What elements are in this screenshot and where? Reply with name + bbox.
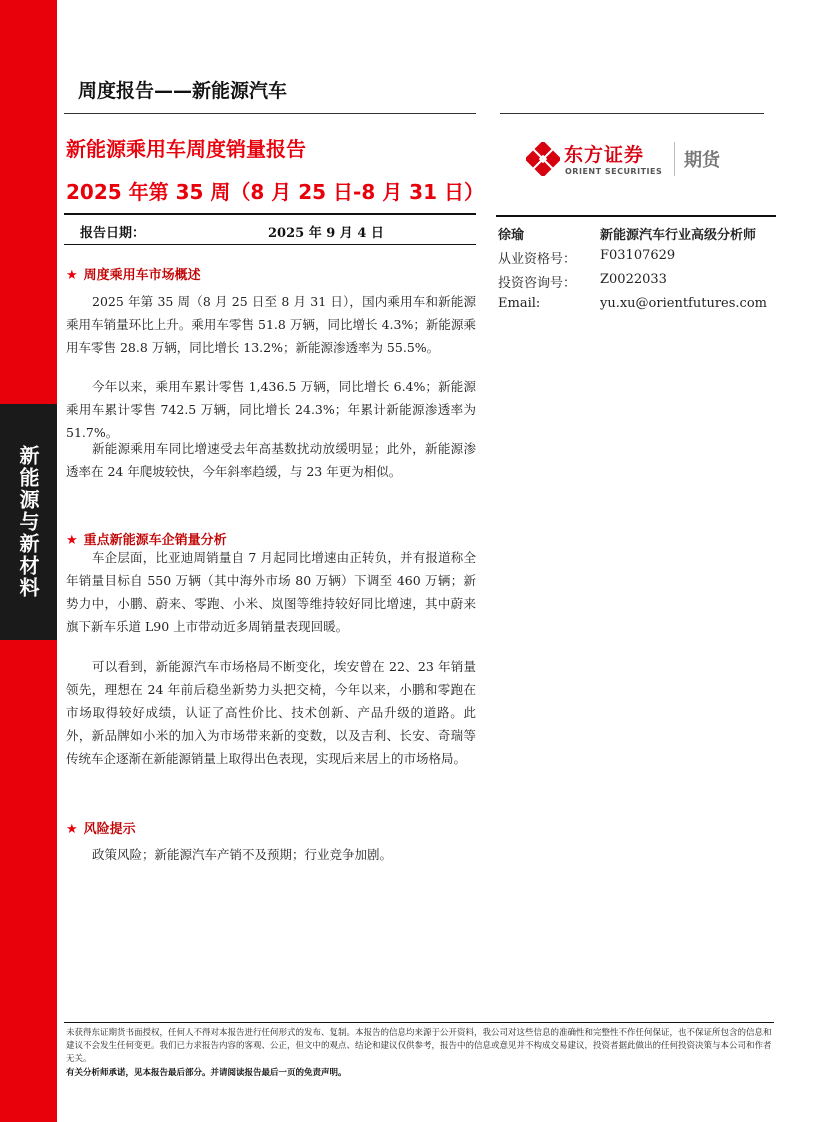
report-date-value: 2025 年 9 月 4 日 — [268, 226, 384, 241]
report-series-title: 周度报告——新能源汽车 — [78, 80, 288, 102]
analyst-title: 新能源汽车行业高级分析师 — [600, 228, 757, 243]
date-rule-bottom — [64, 244, 476, 245]
logo-sub: 期货 — [684, 150, 720, 171]
analyst-name: 徐瑜 — [498, 228, 525, 243]
logo-name: 东方证券 — [564, 144, 645, 166]
report-subtitle: 2025 年第 35 周（8 月 25 日-8 月 31 日） — [66, 180, 484, 204]
report-date-label: 报告日期： — [80, 226, 146, 241]
star-icon: ★ — [66, 533, 78, 548]
analyst-license-label: 从业资格号： — [498, 252, 577, 267]
analyst-email-value[interactable]: yu.xu@orientfutures.com — [600, 296, 767, 311]
paragraph: 车企层面，比亚迪周销量自 7 月起同比增速由正转负，并有报道称全年销量目标自 550 万辆（其中海外市场 80 万辆）下调至 460 万辆；新势力中，小鹏、蔚来、零跑、小米、岚图等维持较好同比增速，其中蔚来旗下新车乐道 L90 上市带动近多周销量表现回暖。 — [66, 550, 476, 634]
analyst-email-label: Email: — [498, 296, 541, 311]
star-icon: ★ — [66, 822, 78, 837]
disclaimer-text: 未获得东证期货书面授权，任何人不得对本报告进行任何形式的发布、复制。本报告的信息均来源于公开资料，我公司对这些信息的准确性和完整性不作任何保证，也不保证所包含的信息和建议不会发生任何变更。我们已力求报告内容的客观、公正，但文中的观点、结论和建议仅供参考，报告中的信息或意见并不构成交易建议，投资者据此做出的任何投资决策与本公司和作者无关。 — [66, 1028, 772, 1064]
sector-side-tab: 新能源与新材料 — [0, 404, 57, 640]
footer-divider — [64, 1022, 774, 1023]
analyst-consult-label: 投资咨询号： — [498, 276, 577, 291]
paragraph: 新能源乘用车同比增速受去年高基数扰动放缓明显；此外，新能源渗透率在 24 年爬坡较快，今年斜率趋缓，与 23 年更为相似。 — [66, 441, 476, 479]
analyst-rule — [496, 215, 776, 217]
analyst-commitment-note: 有关分析师承诺，见本报告最后部分。并请阅读报告最后一页的免责声明。 — [66, 1068, 347, 1078]
analyst-license-value: F03107629 — [600, 248, 676, 263]
section-heading-market-overview: ★ 周度乘用车市场概述 — [66, 268, 201, 283]
logo-separator — [674, 142, 675, 176]
paragraph: 2025 年第 35 周（8 月 25 日至 8 月 31 日），国内乘用车和新能源乘用车销量环比上升。乘用车零售 51.8 万辆，同比增长 4.3%；新能源乘用车零售 28.8 万辆，同比增长 13.2%；新能源渗透率为 55.5%。 — [66, 294, 476, 355]
paragraph: 今年以来，乘用车累计零售 1,436.5 万辆，同比增长 6.4%；新能源乘用车累计零售 742.5 万辆，同比增长 24.3%；年累计新能源渗透率为 51.7%。 — [66, 379, 476, 440]
company-logo — [524, 140, 754, 180]
paragraph: 可以看到，新能源汽车市场格局不断变化，埃安曾在 22、23 年销量领先，理想在 24 年前后稳坐新势力头把交椅，今年以来，小鹏和零跑在市场取得较好成绩，认证了高性价比、技术创新、产品升级的道路。此外，新品牌如小米的加入为市场带来新的变数，以及吉利、长安、奇瑞等传统车企逐渐在新能源销量上取得出色表现，实现后来居上的市场格局。 — [66, 659, 476, 766]
date-rule-top — [64, 213, 476, 215]
logo-mark-icon — [526, 142, 560, 176]
section-heading-risk: ★ 风险提示 — [66, 822, 136, 837]
logo-divider — [500, 113, 764, 114]
report-title: 新能源乘用车周度销量报告 — [66, 137, 306, 161]
logo-english: ORIENT SECURITIES — [565, 167, 663, 176]
header-divider — [64, 113, 476, 114]
star-icon: ★ — [66, 268, 78, 283]
analyst-consult-value: Z0022033 — [600, 272, 667, 287]
paragraph: 政策风险；新能源汽车产销不及预期；行业竞争加剧。 — [92, 847, 393, 862]
section-heading-key-automakers: ★ 重点新能源车企销量分析 — [66, 533, 227, 548]
